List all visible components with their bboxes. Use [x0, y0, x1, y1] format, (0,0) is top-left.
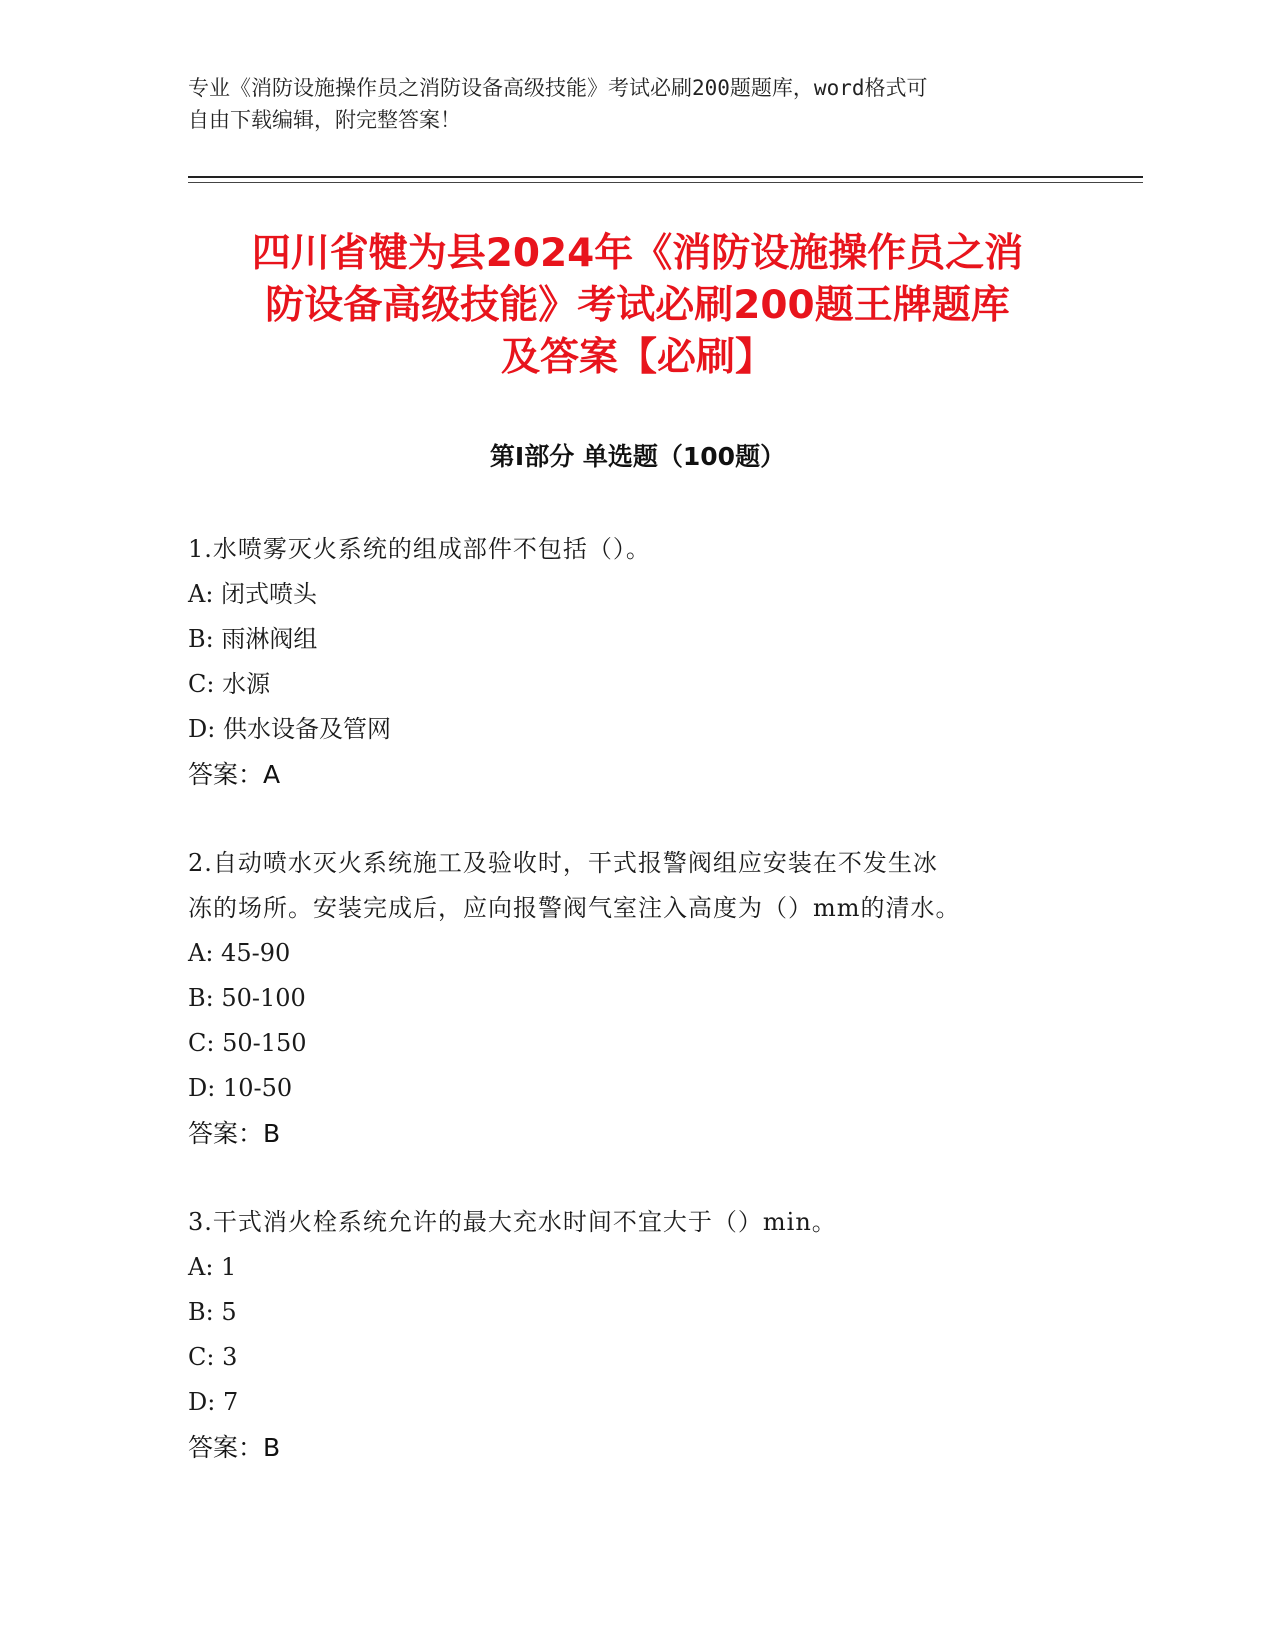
answer: 答案：B — [188, 1119, 281, 1148]
option-d: D: 10-50 — [188, 1074, 293, 1102]
option-d: D: 7 — [188, 1388, 239, 1416]
option-b: B: 5 — [188, 1298, 237, 1326]
answer: 答案：B — [188, 1433, 281, 1462]
option-b: B: 50-100 — [188, 984, 306, 1012]
question-stem: 2.自动喷水灭火系统施工及验收时，干式报警阀组应安装在不发生冰 — [188, 849, 938, 877]
question-3 — [188, 1200, 1078, 1470]
question-2 — [188, 841, 1078, 1156]
title-line: 防设备高级技能》考试必刷200题王牌题库 — [265, 283, 1010, 328]
option-d: D: 供水设备及管网 — [188, 715, 391, 743]
section-heading: 第Ⅰ部分 单选题（100题） — [489, 442, 786, 471]
question-list — [188, 527, 1078, 1514]
document-title — [160, 228, 1115, 384]
header-divider — [188, 176, 1143, 178]
answer: 答案：A — [188, 760, 281, 789]
header-divider-thin — [188, 182, 1143, 183]
question-stem: 1.水喷雾灭火系统的组成部件不包括（）。 — [188, 535, 651, 563]
question-stem-continued: 冻的场所。安装完成后，应向报警阀气室注入高度为（）mm的清水。 — [188, 894, 961, 922]
header-note-line: 专业《消防设施操作员之消防设备高级技能》考试必刷200题题库，word格式可 — [188, 76, 928, 100]
option-a: A: 闭式喷头 — [188, 580, 318, 608]
option-c: C: 3 — [188, 1343, 238, 1371]
title-line: 四川省犍为县2024年《消防设施操作员之消 — [251, 231, 1024, 276]
question-stem: 3.干式消火栓系统允许的最大充水时间不宜大于（）min。 — [188, 1208, 837, 1236]
option-c: C: 水源 — [188, 670, 271, 698]
option-b: B: 雨淋阀组 — [188, 625, 318, 653]
question-1 — [188, 527, 1078, 797]
option-c: C: 50-150 — [188, 1029, 307, 1057]
header-note — [188, 72, 1068, 136]
title-line: 及答案【必刷】 — [500, 335, 774, 380]
option-a: A: 1 — [188, 1253, 237, 1281]
header-note-line: 自由下载编辑，附完整答案！ — [188, 108, 461, 132]
option-a: A: 45-90 — [188, 939, 291, 967]
